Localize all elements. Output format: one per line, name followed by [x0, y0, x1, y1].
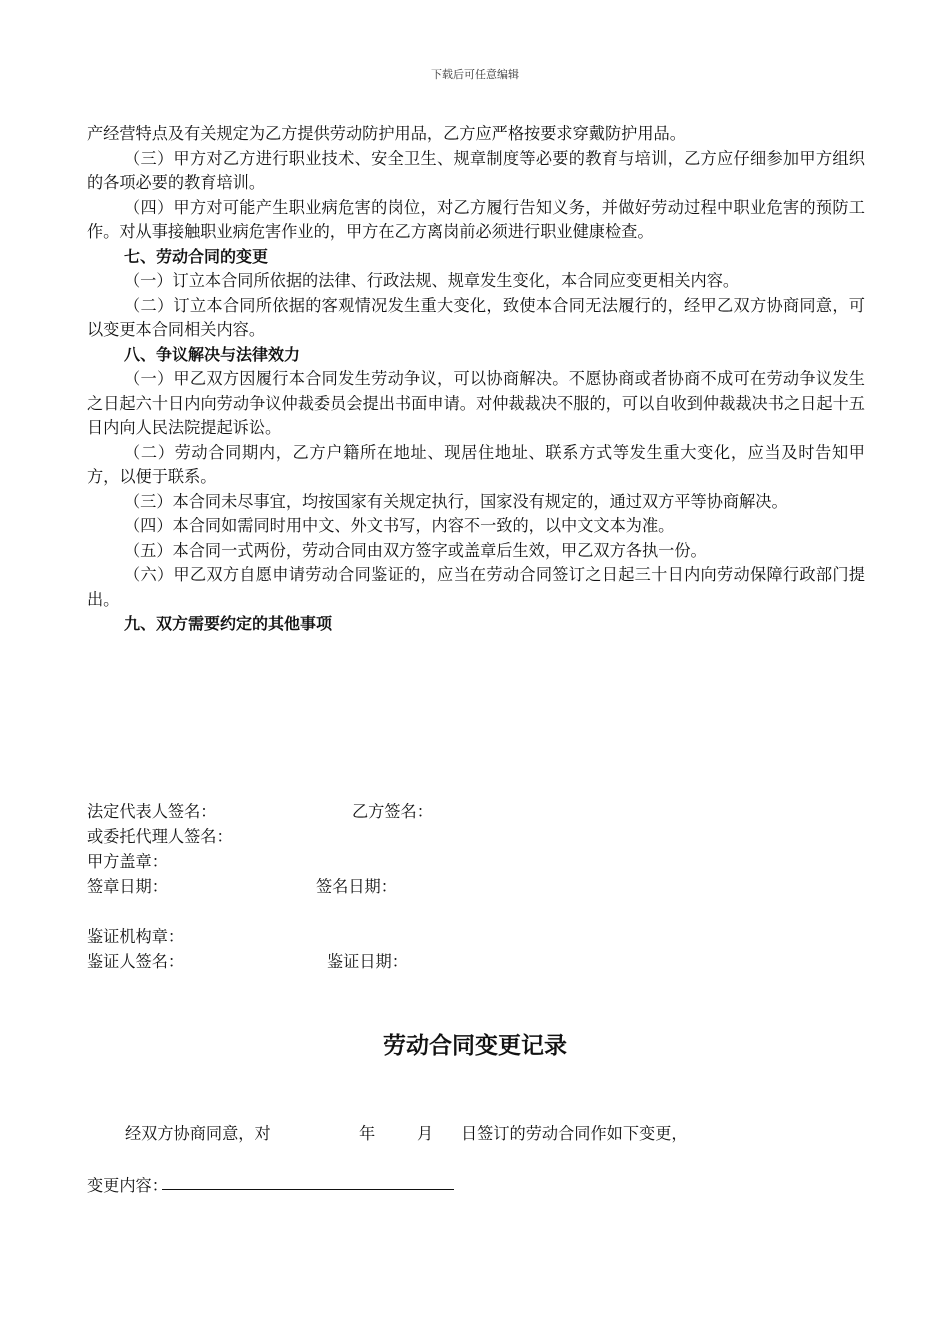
legal-rep-signature-label: 法定代表人签名：: [87, 802, 217, 821]
party-b-signature-label: 乙方签名：: [352, 802, 433, 821]
change-record-title: 劳动合同变更记录: [383, 1033, 567, 1059]
change-content-label: 变更内容：: [87, 1176, 168, 1195]
paragraph: （六）甲乙双方自愿申请劳动合同鉴证的，应当在劳动合同签订之日起三十日内向劳动保障行政部门提出。: [87, 565, 865, 609]
paragraph: 产经营特点及有关规定为乙方提供劳动防护用品，乙方应严格按要求穿戴防护用品。: [87, 124, 686, 143]
paragraph: （四）甲方对可能产生职业病危害的岗位，对乙方履行告知义务，并做好劳动过程中职业危害的预防工作。对从事接触职业病危害作业的，甲方在乙方离岗前必须进行职业健康检查。: [87, 197, 865, 241]
paragraph: （三）甲方对乙方进行职业技术、安全卫生、规章制度等必要的教育与培训，乙方应仔细参加甲方组织的各项必要的教育培训。: [87, 148, 865, 192]
paragraph: （二）劳动合同期内，乙方户籍所在地址、现居住地址、联系方式等发生重大变化，应当及时告知甲方，以便于联系。: [87, 442, 865, 486]
section-heading-8: 八、争议解决与法律效力: [124, 344, 301, 364]
seal-date-label: 签章日期：: [87, 877, 168, 896]
paragraph: （一）甲乙双方因履行本合同发生劳动争议，可以协商解决。不愿协商或者协商不成可在劳动争议发生之日起六十日内向劳动争议仲裁委员会提出书面申请。对仲裁裁决不服的，可以自收到仲裁裁决书之日起十五日内向人民法院提起诉讼。: [87, 369, 865, 437]
certification-seal-label: 鉴证机构章：: [87, 927, 185, 946]
month-label: 月: [417, 1124, 434, 1143]
intro-text-start: 经双方协商同意，对: [125, 1124, 271, 1143]
page-header-note: 下载后可任意编辑: [431, 68, 519, 81]
section-heading-7: 七、劳动合同的变更: [124, 246, 269, 266]
certifier-signature-label: 鉴证人签名：: [87, 952, 185, 971]
paragraph: （二）订立本合同所依据的客观情况发生重大变化，致使本合同无法履行的，经甲乙双方协商同意，可以变更本合同相关内容。: [87, 295, 865, 339]
intro-text-end: 日签订的劳动合同作如下变更，: [461, 1124, 688, 1143]
paragraph: （五）本合同一式两份，劳动合同由双方签字或盖章后生效，甲乙双方各执一份。: [124, 540, 707, 560]
certification-date-label: 鉴证日期：: [327, 952, 408, 971]
section-heading-9: 九、双方需要约定的其他事项: [124, 614, 333, 633]
change-content-line: [162, 1189, 454, 1190]
contract-body: [87, 122, 865, 637]
year-label: 年: [359, 1124, 376, 1143]
agent-signature-label: 或委托代理人签名：: [87, 827, 233, 846]
paragraph: （一）订立本合同所依据的法律、行政法规、规章发生变化，本合同应变更相关内容。: [124, 271, 740, 290]
paragraph: （三）本合同未尽事宜，均按国家有关规定执行，国家没有规定的，通过双方平等协商解决。: [124, 491, 788, 511]
paragraph: （四）本合同如需同时用中文、外文书写，内容不一致的，以中文文本为准。: [124, 516, 675, 535]
sign-date-label: 签名日期：: [316, 877, 397, 896]
party-a-seal-label: 甲方盖章：: [87, 852, 168, 871]
